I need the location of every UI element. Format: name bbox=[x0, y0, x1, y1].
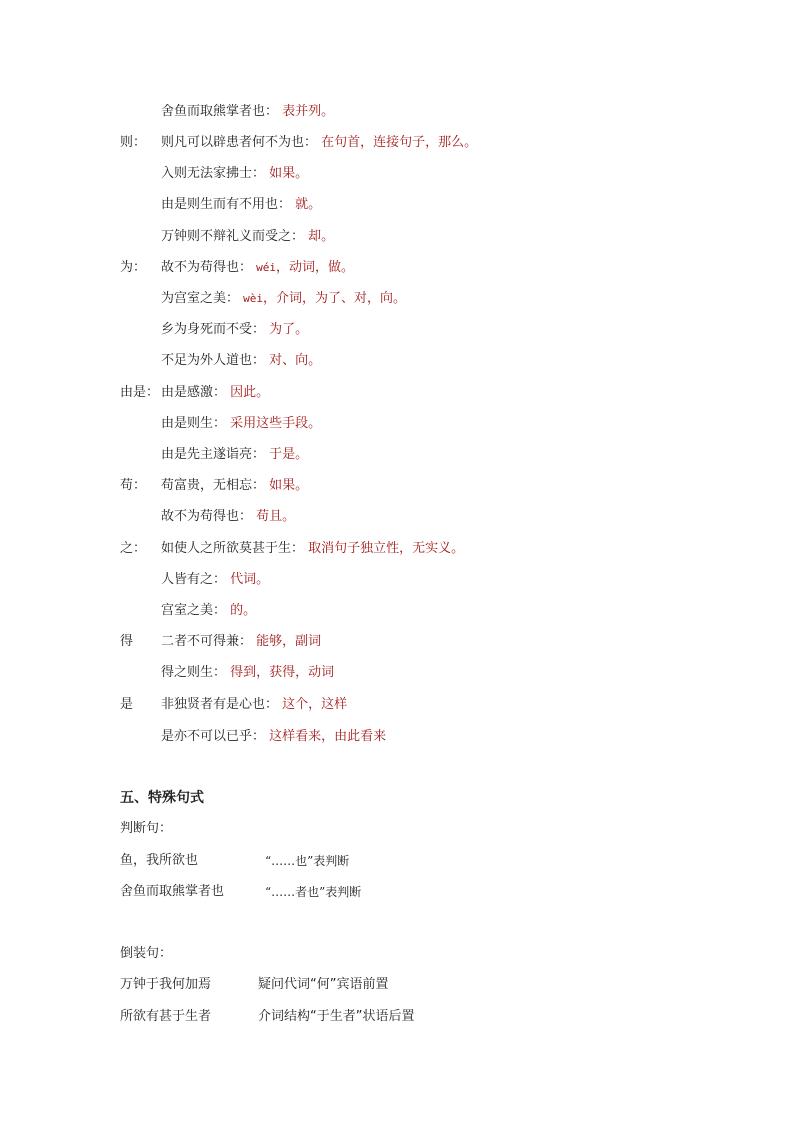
entry-separator: ： bbox=[239, 260, 253, 275]
sentence-source: 万钟于我何加焉 bbox=[120, 977, 212, 992]
judgment-heading: 判断句： bbox=[120, 821, 173, 836]
entry-gloss: 如果。 bbox=[269, 166, 309, 181]
entry-separator: ： bbox=[213, 603, 227, 618]
entry-gloss: ，介词，为了、对，向。 bbox=[263, 291, 407, 306]
entry-separator: ： bbox=[213, 416, 227, 431]
entry-source: 如使人之所欲莫甚于生 bbox=[161, 541, 292, 556]
entry-separator: ： bbox=[213, 385, 227, 400]
entry-separator: ： bbox=[239, 634, 253, 649]
entry-source: 人皆有之 bbox=[161, 572, 214, 587]
inversion-heading: 倒装句： bbox=[120, 946, 173, 961]
sentence-note: “……也”表判断 bbox=[265, 854, 350, 868]
entry-gloss: 采用这些手段。 bbox=[230, 416, 322, 431]
entry-source: 由是感激 bbox=[161, 385, 214, 400]
entry-source: 宫室之美 bbox=[161, 603, 214, 618]
entry-gloss: 因此。 bbox=[230, 385, 270, 400]
section-title: 五、特殊句式 bbox=[120, 790, 204, 806]
entry-separator: ： bbox=[278, 197, 292, 212]
sentence-note: “……者也”表判断 bbox=[265, 885, 362, 899]
entry-gloss: 取消句子独立性，无实义。 bbox=[308, 541, 465, 556]
entry-separator: ： bbox=[252, 322, 266, 337]
entry-gloss: 如果。 bbox=[269, 478, 309, 493]
entry-gloss: 在句首，连接句子，那么。 bbox=[321, 135, 478, 150]
entry-separator: ： bbox=[239, 509, 253, 524]
entry-label: 是 bbox=[120, 697, 134, 712]
entry-gloss: 苟且。 bbox=[256, 509, 296, 524]
entry-separator: ： bbox=[252, 353, 266, 368]
entry-label: 则： bbox=[120, 135, 147, 150]
entry-source: 万钟则不辩礼义而受之 bbox=[161, 229, 292, 244]
entry-gloss: 的。 bbox=[230, 603, 257, 618]
entry-source: 则凡可以辟患者何不为也 bbox=[161, 135, 305, 150]
entry-source: 为宫室之美 bbox=[161, 291, 227, 306]
entry-source: 故不为苟得也 bbox=[161, 509, 240, 524]
entry-separator: ： bbox=[304, 135, 318, 150]
entry-source: 非独贤者有是心也 bbox=[161, 697, 266, 712]
entry-source: 由是先主遂诣亮 bbox=[161, 447, 253, 462]
entry-label: 由是： bbox=[120, 385, 160, 400]
entry-gloss: 为了。 bbox=[269, 322, 309, 337]
entry-gloss: 就。 bbox=[295, 197, 322, 212]
entry-gloss: 得到，获得，动词 bbox=[230, 665, 335, 680]
entry-source: 乡为身死而不受 bbox=[161, 322, 253, 337]
entry-gloss: 表并列。 bbox=[282, 104, 335, 119]
entry-gloss: ，动词，做。 bbox=[276, 260, 355, 275]
entry-pinyin: wéi bbox=[256, 261, 277, 274]
entry-source: 二者不可得兼 bbox=[161, 634, 240, 649]
entry-separator: ： bbox=[213, 665, 227, 680]
entry-separator: ： bbox=[291, 541, 305, 556]
entry-separator: ： bbox=[213, 572, 227, 587]
entry-source: 不足为外人道也 bbox=[161, 353, 253, 368]
entry-separator: ： bbox=[252, 447, 266, 462]
entry-gloss: 对、向。 bbox=[269, 353, 322, 368]
sentence-source: 鱼，我所欲也 bbox=[120, 853, 199, 868]
entry-separator: ： bbox=[265, 104, 279, 119]
entry-separator: ： bbox=[291, 229, 305, 244]
entry-label: 之： bbox=[120, 541, 147, 556]
entry-source: 苟富贵，无相忘 bbox=[161, 478, 253, 493]
entry-gloss: 这样看来，由此看来 bbox=[269, 729, 387, 744]
entry-pinyin: wèi bbox=[243, 292, 264, 305]
sentence-note: 介词结构“于生者”状语后置 bbox=[258, 1009, 415, 1024]
entry-source: 舍鱼而取熊掌者也 bbox=[161, 104, 266, 119]
entry-separator: ： bbox=[252, 166, 266, 181]
entry-source: 由是则生而有不用也 bbox=[161, 197, 279, 212]
entry-gloss: 能够，副词 bbox=[256, 634, 322, 649]
entry-gloss: 这个，这样 bbox=[282, 697, 348, 712]
entry-label: 得 bbox=[120, 634, 134, 649]
entry-separator: ： bbox=[252, 729, 266, 744]
sentence-source: 所欲有甚于生者 bbox=[120, 1009, 212, 1024]
entry-separator: ： bbox=[226, 291, 240, 306]
entry-gloss: 代词。 bbox=[230, 572, 270, 587]
entry-label: 苟： bbox=[120, 478, 147, 493]
entry-gloss: 于是。 bbox=[269, 447, 309, 462]
entry-separator: ： bbox=[265, 697, 279, 712]
entry-gloss: 却。 bbox=[308, 229, 335, 244]
sentence-source: 舍鱼而取熊掌者也 bbox=[120, 884, 225, 899]
entry-separator: ： bbox=[252, 478, 266, 493]
entry-source: 入则无法家拂士 bbox=[161, 166, 253, 181]
entry-label: 为： bbox=[120, 260, 147, 275]
sentence-note: 疑问代词“何”宾语前置 bbox=[258, 977, 389, 992]
entry-source: 由是则生 bbox=[161, 416, 214, 431]
entry-source: 得之则生 bbox=[161, 665, 214, 680]
entry-source: 故不为苟得也 bbox=[161, 260, 240, 275]
entry-source: 是亦不可以已乎 bbox=[161, 729, 253, 744]
